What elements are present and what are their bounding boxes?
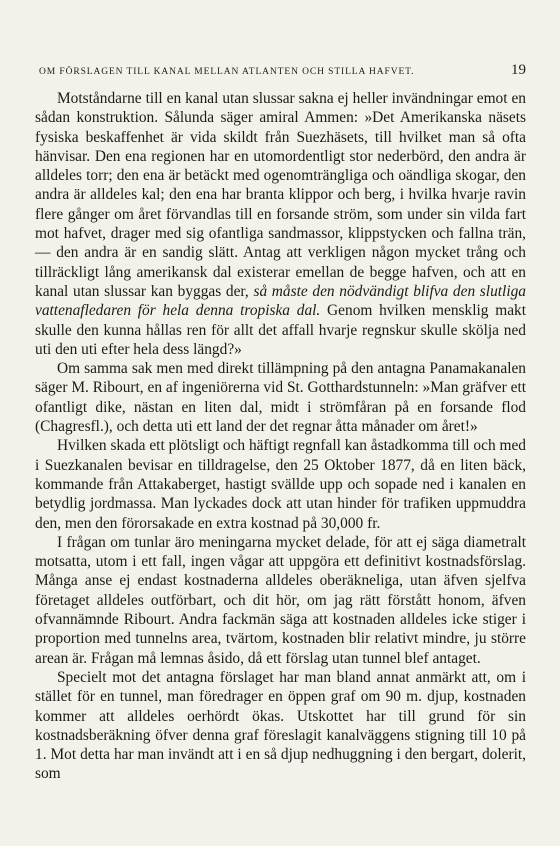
paragraph-1-text-after: Genom hvilken mensklig makt skulle den kunna hållas ren för allt det affall hvarje regnskur skulle skölja ned uti den uti efter hela dess längd?» (35, 302, 526, 358)
running-title: OM FÖRSLAGEN TILL KANAL MELLAN ATLANTEN OCH STILLA HAFVET. (39, 67, 415, 77)
paragraph-1-text: Motståndarne till en kanal utan slussar sakna ej heller invändningar emot en sådan konstruktion. Sålunda säger amiral Ammen: »Det Amerikanska näsets fysiska beskaffenhet är vida skildt från Suezhäsets, till hvilket man så ofta hänvisar. Den ena regionen har en utomordentligt stor nederbörd, den andra är alldeles torr; den ena är betäckt med ogenomträngliga och oändliga skogar, den andra är alldeles kal; den ena har branta klippor och berg, i hvilka hvarje ravin flere gånger om året förvandlas till en forsande ström, som under sin vilda fart mot hafvet, drager med sig ofantliga sandmassor, klippstycken och fallna trän, — den andra är en sandig slätt. Antag att verkligen någon mycket trång och tillräckligt lång amerikansk dal existerar emellan de begge hafven, och att en kanal utan slussar kan byggas der, (35, 90, 526, 300)
paragraph-3: Hvilken skada ett plötsligt och häftigt regnfall kan åstadkomma till och med i Suezkanalen bevisar en tilldragelse, den 25 Oktober 1877, då en liten bäck, kommande från Attakaberget, hastigt svällde upp och sopade ned i kanalen en betydlig jordmassa. Man lyckades dock att utan hinder för trafiken uppmuddra den, men den förorsakade en extra kostnad på 30,000 fr. (35, 437, 526, 532)
body-text (35, 89, 526, 784)
paragraph-1-emphasis: så måste den nödvändigt blifva den slutliga vattenafledaren för hela denna tropiska dal. (35, 282, 526, 320)
page-number: 19 (511, 62, 526, 78)
running-header (39, 62, 526, 79)
paragraph-2: Om samma sak men med direkt tillämpning på den antagna Panamakanalen säger M. Ribourt, en af ingeniörerna vid St. Gotthardstunneln: »Man gräfver ett ofantligt dike, nästan en liten dal, midt i strömfåran på en forsande flod (Chagresfl.), och detta uti ett land der det regnar åtta månader om året!» (35, 360, 526, 436)
paragraph-4: I frågan om tunlar äro meningarna mycket delade, för att ej säga diametralt motsatta, utom i ett fall, ingen vågar att uppgöra ett definitivt kostnadsförslag. Många anse ej endast kostnaderna alldeles oberäkneliga, utan äfven sjelfva företaget alldeles outförbart, och dit hör, om jag rätt förstått honom, äfven ofvannämnde Ribourt. Andra fackmän säga att kostnaden alldeles icke stiger i proportion med tunnelns area, tvärtom, kostnaden blir relativt mindre, ju större arean är. Frågan må lemnas åsido, då ett förslag utan tunnel blef antaget. (35, 533, 526, 667)
paragraph-5: Specielt mot det antagna förslaget har man bland annat anmärkt att, om i stället för en tunnel, man föredrager en öppen graf om 90 m. djup, kostnaden kommer att alldeles oerhördt ökas. Utskottet har till grund för sin kostnadsberäkning öfver denna graf föreslagit kanalväggens stigning till 10 på 1. Mot detta har man invändt att i en så djup nedhuggning i den bergart, dolerit, som (35, 668, 526, 783)
paragraph-1 (35, 89, 526, 359)
